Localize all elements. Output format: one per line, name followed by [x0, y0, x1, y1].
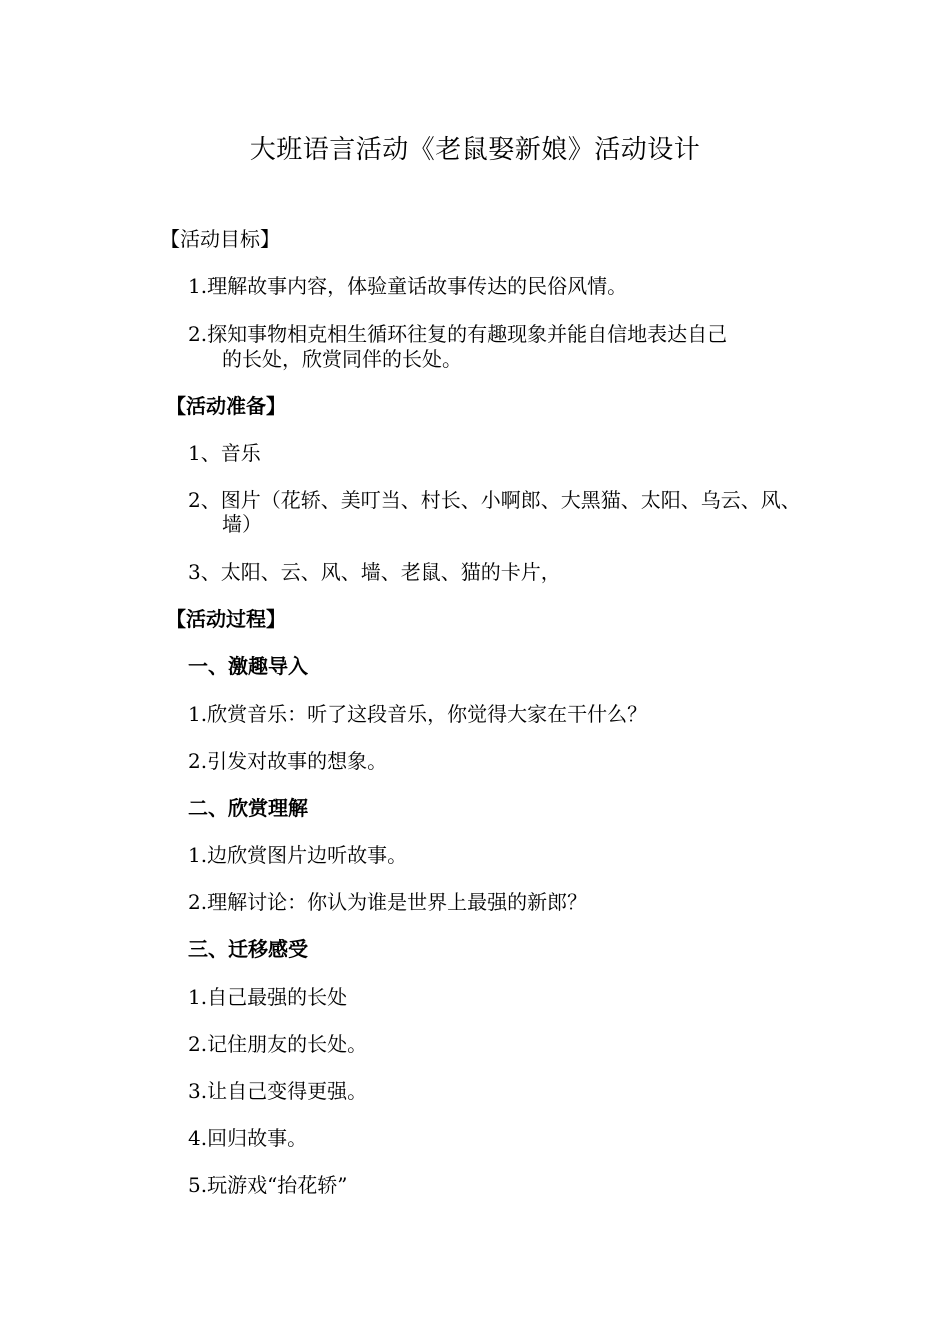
preparation-item-3: 3、太阳、云、风、墙、老鼠、猫的卡片，: [188, 560, 561, 584]
process-part-title-1: 一、激趣导入: [188, 654, 308, 678]
process-part-2-item-1: 1.边欣赏图片边听故事。: [188, 843, 408, 867]
section-heading-goals: 【活动目标】: [160, 227, 280, 251]
process-part-3-item-2: 2.记住朋友的长处。: [188, 1032, 368, 1056]
process-part-title-3: 三、迁移感受: [188, 937, 308, 961]
preparation-item-2-continued: 墙）: [222, 512, 262, 536]
goal-item-1: 1.理解故事内容，体验童话故事传达的民俗风情。: [188, 274, 628, 298]
process-part-1-item-2: 2.引发对故事的想象。: [188, 749, 388, 773]
process-part-3-item-4: 4.回归故事。: [188, 1126, 308, 1150]
preparation-item-1: 1、音乐: [188, 441, 261, 465]
document-title: 大班语言活动《老鼠娶新娘》活动设计: [249, 135, 701, 165]
process-part-2-item-2: 2.理解讨论：你认为谁是世界上最强的新郎？: [188, 890, 588, 914]
process-part-3-item-1: 1.自己最强的长处: [188, 985, 348, 1009]
preparation-item-2: 2、图片（花轿、美叮当、村长、小啊郎、大黑猫、太阳、乌云、风、: [188, 488, 801, 512]
section-heading-process: 【活动过程】: [166, 607, 286, 631]
goal-item-2: 2.探知事物相克相生循环往复的有趣现象并能自信地表达自己: [188, 322, 728, 346]
section-heading-preparation: 【活动准备】: [166, 394, 286, 418]
process-part-3-item-5: 5.玩游戏“抬花轿”: [188, 1173, 348, 1197]
process-part-title-2: 二、欣赏理解: [188, 796, 308, 820]
goal-item-2-continued: 的长处，欣赏同伴的长处。: [222, 347, 462, 371]
process-part-1-item-1: 1.欣赏音乐：听了这段音乐，你觉得大家在干什么？: [188, 702, 648, 726]
process-part-3-item-3: 3.让自己变得更强。: [188, 1079, 368, 1103]
